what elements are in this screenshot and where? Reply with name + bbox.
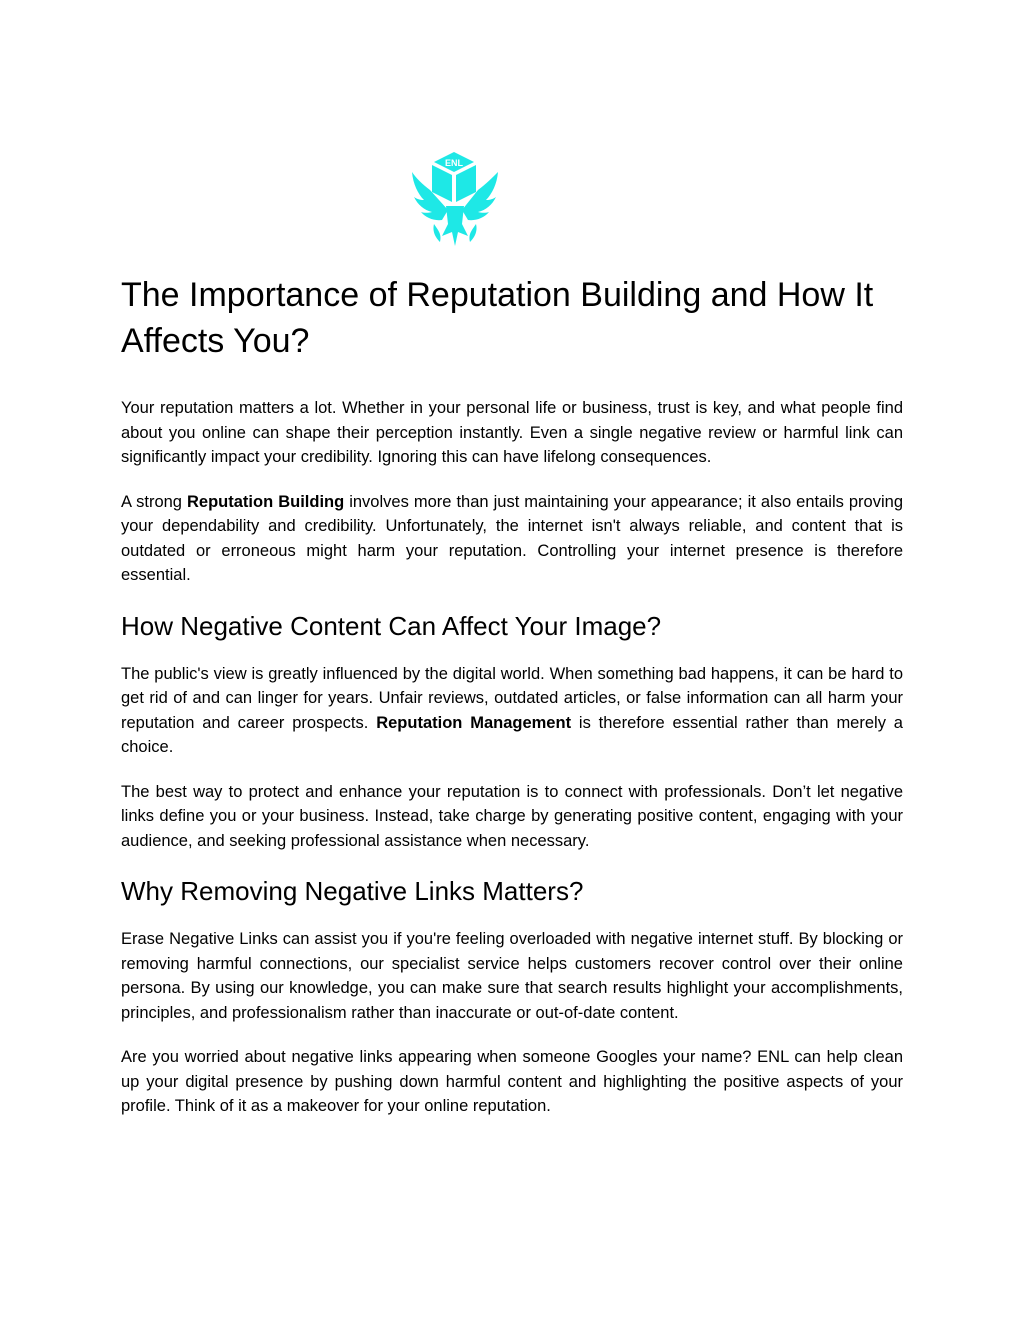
paragraph-text: is therefore essential rather than merely a choice.	[121, 713, 903, 756]
paragraph-text: The public's view is greatly influenced by the digital world. When something bad happens, it can be hard to get rid of and can linger for years. Unfair reviews, outdated articles, or false information can all harm your reputation and career prospects.	[121, 664, 903, 732]
paragraph-text: involves more than just maintaining your appearance; it also entails proving your dependability and credibility. Unfortunately, the internet isn't always reliable, and content that is outdated or erroneous might harm your reputation. Controlling your internet presence is therefore essential.	[121, 492, 903, 584]
enl-cleanup-paragraph: Are you worried about negative links appearing when someone Googles your name? ENL can help clean up your digital presence by pushing down harmful content and highlighting the positive aspects of your profile. Think of it as a makeover for your online reputation.	[121, 1048, 903, 1115]
intro-paragraph: Your reputation matters a lot. Whether in your personal life or business, trust is key, and what people find about you online can shape their perception instantly. Even a single negative review or harmful link can significantly impact your credibility. Ignoring this can have lifelong consequences.	[121, 399, 903, 466]
page-title: The Importance of Reputation Building and How It Affects You?	[121, 276, 874, 360]
svg-text:ENL: ENL	[445, 158, 463, 168]
enl-logo	[410, 150, 500, 254]
protect-reputation-paragraph: The best way to protect and enhance your reputation is to connect with professionals. Don’t let negative links define you or your business. Instead, take charge by generating positive content, engaging with your audience, and seeking professional assistance when necessary.	[121, 782, 903, 850]
section-heading-removing-links: Why Removing Negative Links Matters?	[121, 876, 584, 906]
enl-eagle-cube-logo-icon	[410, 150, 500, 254]
bold-term-reputation-building: Reputation Building	[187, 492, 345, 511]
section-heading-negative-content: How Negative Content Can Affect Your Image?	[121, 610, 662, 641]
document-body	[121, 272, 903, 1139]
negative-content-paragraph	[121, 662, 903, 760]
paragraph-text: A strong	[121, 492, 188, 511]
reputation-building-paragraph	[121, 490, 903, 588]
bold-term-reputation-management: Reputation Management	[376, 713, 572, 732]
erase-negative-links-paragraph: Erase Negative Links can assist you if you're feeling overloaded with negative internet stuff. By blocking or removing harmful connections, our specialist service helps customers recover control over their online persona. By using our knowledge, you can make sure that search results highlight your accomplishments, principles, and professionalism rather than inaccurate or out-of-date content.	[121, 930, 903, 1022]
